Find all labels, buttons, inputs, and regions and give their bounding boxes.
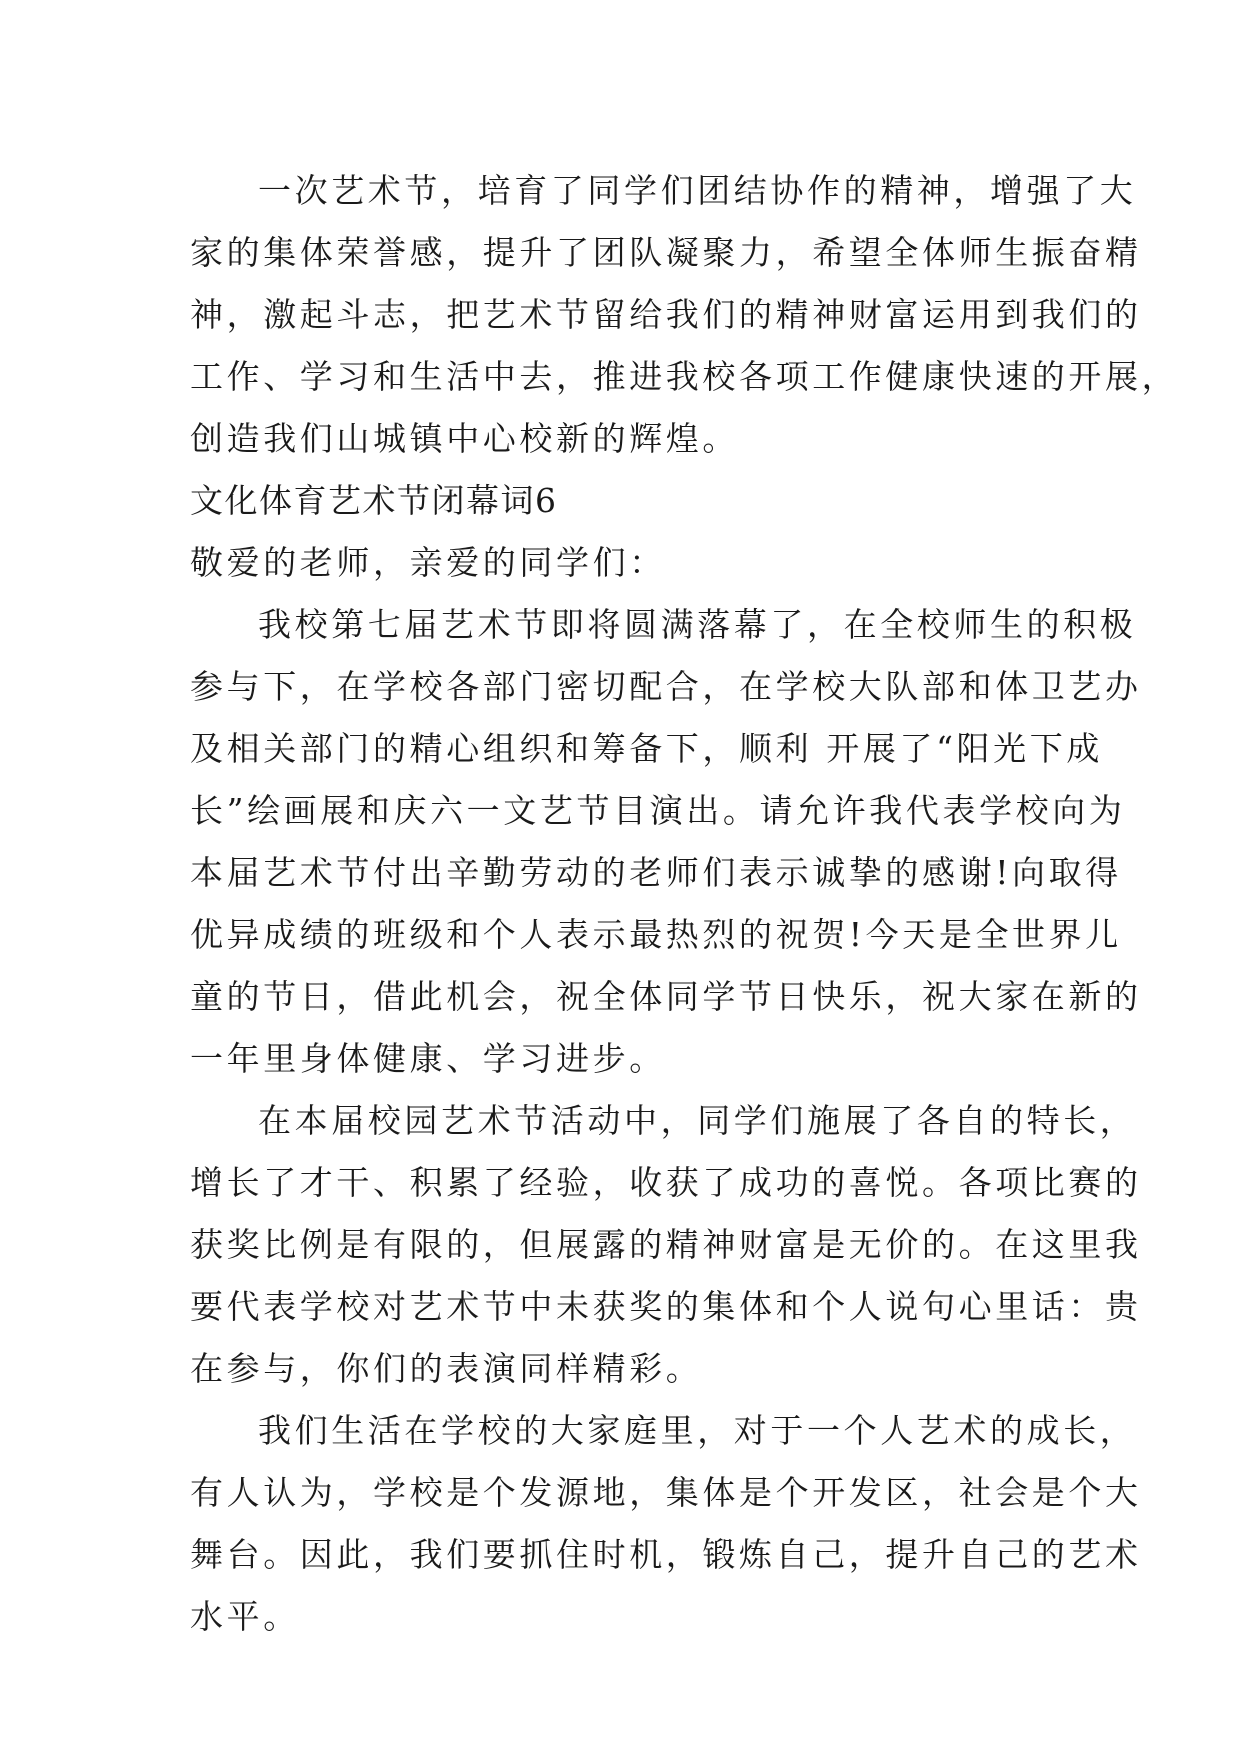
paragraph-closing-art-festival [190,160,1179,470]
text-line: 工作、学习和生活中去，推进我校各项工作健康快速的开展， [190,357,1179,396]
paragraph-activities [190,1090,1142,1400]
text-line: 水平。 [190,1597,300,1636]
text-line: 本届艺术节付出辛勤劳动的老师们表示诚挚的感谢!向取得 [190,853,1122,892]
text-line: 参与下，在学校各部门密切配合，在学校大队部和体卫艺办 [190,667,1142,706]
text-line: 一年里身体健康、学习进步。 [190,1039,666,1078]
text-line: 我校第七届艺术节即将圆满落幕了，在全校师生的积极 [258,605,1137,644]
text-line: 要代表学校对艺术节中未获奖的集体和个人说句心里话：贵 [190,1287,1142,1326]
text-line: 在参与，你们的表演同样精彩。 [190,1349,703,1388]
text-line: 在本届校园艺术节活动中，同学们施展了各自的特长， [258,1101,1137,1140]
text-line: 家的集体荣誉感，提升了团队凝聚力，希望全体师生振奋精 [190,233,1142,272]
text-line: 舞台。因此，我们要抓住时机，锻炼自己，提升自己的艺术 [190,1535,1142,1574]
salutation: 敬爱的老师，亲爱的同学们： [190,543,666,582]
text-line: 有人认为，学校是个发源地，集体是个开发区，社会是个大 [190,1473,1142,1512]
text-line: 我们生活在学校的大家庭里，对于一个人艺术的成长， [258,1411,1137,1450]
text-line: 增长了才干、积累了经验，收获了成功的喜悦。各项比赛的 [190,1163,1142,1202]
text-line: 获奖比例是有限的，但展露的精神财富是无价的。在这里我 [190,1225,1142,1264]
text-line: 长”绘画展和庆六一文艺节目演出。请允许我代表学校向为 [190,791,1126,830]
paragraph-school-family [190,1400,1142,1648]
text-line: 一次艺术节，培育了同学们团结协作的精神，增强了大 [258,171,1137,210]
text-line: 及相关部门的精心组织和筹备下，顺利 开展了“阳光下成 [190,729,1103,768]
section-title: 文化体育艺术节闭幕词6 [190,481,558,520]
document-page [190,160,1179,1648]
text-line: 优异成绩的班级和个人表示最热烈的祝贺!今天是全世界儿 [190,915,1122,954]
paragraph-seventh-art-festival [190,594,1142,1090]
text-line: 创造我们山城镇中心校新的辉煌。 [190,419,739,458]
text-line: 童的节日，借此机会，祝全体同学节日快乐，祝大家在新的 [190,977,1142,1016]
text-line: 神，激起斗志，把艺术节留给我们的精神财富运用到我们的 [190,295,1142,334]
